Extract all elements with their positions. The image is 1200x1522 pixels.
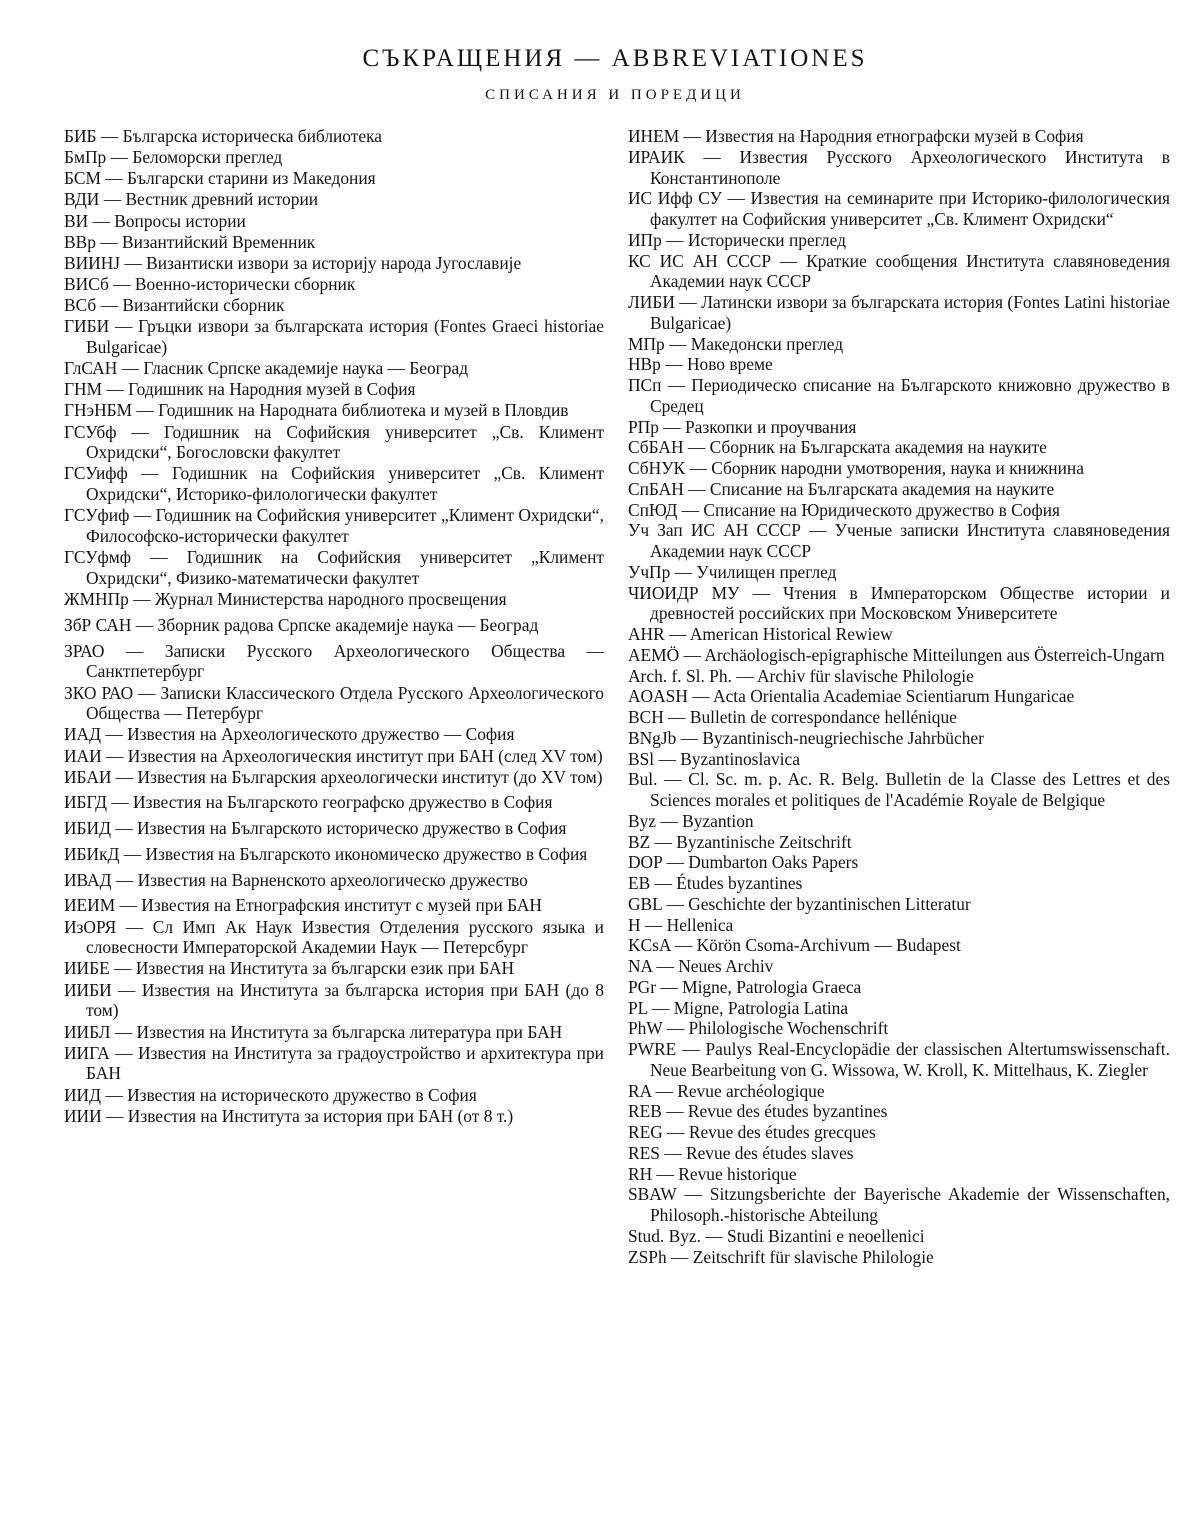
abbreviation-entry: ИИБЛ — Известия на Института за българска литература при БАН	[64, 1021, 563, 1042]
abbreviation-entry: BNgJb — Byzantinisch-neugriechische Jahrbücher	[628, 727, 984, 748]
abbreviation-entry: ВДИ — Вестник древний истории	[64, 189, 319, 210]
abbreviation-entry: GBL — Geschichte der byzantinischen Litteratur	[628, 893, 971, 914]
abbreviation-entry: ГлСАН — Гласник Српске академије наука — Београд	[64, 358, 469, 379]
abbreviation-entry: ВИИНЈ — Византиски извори за историју народа Југославије	[64, 252, 522, 273]
abbreviation-entry: ВСб — Византийски сборник	[64, 295, 285, 316]
abbreviation-entry: БмПр — Беломорски преглед	[64, 147, 283, 168]
abbreviation-entry: СпЮД — Списание на Юридическото дружество в София	[628, 499, 1061, 520]
abbreviation-entry: ИВАД — Известия на Варненското археологическо дружество	[64, 869, 528, 890]
abbreviation-entry: ВВр — Византийский Временник	[64, 231, 316, 252]
abbreviation-entry: Byz — Byzantion	[628, 810, 754, 831]
abbreviation-entry: RA — Revue archéologique	[628, 1080, 825, 1101]
abbreviation-entry: ИПр — Исторически преглед	[628, 229, 846, 250]
abbreviation-entry: Уч Зап ИС АН СССР — Ученые записки Института славяноведения Академии наук СССР	[628, 520, 1170, 561]
abbreviation-entry: БИБ — Българска историческа библиотека	[64, 126, 382, 146]
abbreviation-entry: PL — Migne, Patrologia Latina	[628, 997, 849, 1018]
abbreviation-entry: ИБГД — Известия на Българското географско дружество в София	[64, 792, 553, 813]
abbreviation-entry: ГНМ — Годишник на Народния музей в София	[64, 379, 416, 400]
abbreviation-entry: ИС Ифф СУ — Известия на семинарите при Историко-филологическия факултет на Софийския университет „Св. Климент Охридски“	[628, 188, 1170, 229]
abbreviation-entry: КС ИС АН СССР — Краткие сообщения Института славяноведения Академии наук СССР	[628, 250, 1170, 292]
abbreviation-entry: ИАД — Известия на Археологическото дружество — София	[64, 724, 515, 745]
abbreviation-entry: ГСУифф — Годишник на Софийския университет „Св. Климент Охридски“, Историко-филологически факултет	[64, 463, 604, 505]
abbreviation-entry: ИРАИК — Известия Русского Археологического Института в Константинополе	[628, 146, 1170, 188]
abbreviation-entry: AEMÖ — Archäologisch-epigraphische Mitteilungen aus Österreich-Ungarn	[628, 644, 1165, 665]
abbreviation-entry: PGr — Migne, Patrologia Graeca	[628, 976, 862, 997]
abbreviation-entry: МПр — Македонски преглед	[628, 333, 844, 354]
abbreviation-entry: SBAW — Sitzungsberichte der Bayerische Akademie der Wissenschaften, Philosoph.-historische Abteilung	[628, 1184, 1170, 1225]
abbreviation-entry: KCsA — Körön Csoma-Archivum — Budapest	[628, 935, 961, 956]
abbreviation-entry: ИНЕМ — Известия на Народния етнографски музей в София	[628, 126, 1084, 146]
abbreviation-list-left	[64, 126, 604, 1127]
abbreviation-entry: NA — Neues Archiv	[628, 956, 774, 976]
abbreviation-entry: ИИИ — Известия на Института за история при БАН (от 8 т.)	[64, 1105, 514, 1126]
abbreviation-entry: Arch. f. Sl. Ph. — Archiv für slavische Philologie	[628, 665, 974, 686]
abbreviation-entry: ЗРАО — Записки Русского Археологического Общества — Санктпетербург	[64, 640, 604, 682]
abbreviation-entry: ИБАИ — Известия на Българския археологически институт (до XV том)	[64, 766, 603, 787]
abbreviation-entry: ГИБИ — Гръцки извори за българската история (Fontes Graeci historiae Bulgaricae)	[64, 316, 604, 358]
abbreviation-entry: ГСУфмф — Годишник на Софийския университет „Климент Охридски“, Физико-математически факултет	[64, 547, 604, 588]
abbreviation-entry: RH — Revue historique	[628, 1163, 797, 1184]
page-title: СЪКРАЩЕНИЯ — ABBREVIATIONES	[362, 44, 868, 72]
abbreviation-entry: ГСУфиф — Годишник на Софийския университет „Климент Охридски“, Философско-исторически факултет	[64, 505, 604, 547]
abbreviation-list-right	[628, 126, 1170, 1267]
abbreviation-entry: H — Hellenica	[628, 914, 734, 935]
abbreviation-entry: НВр — Ново време	[628, 354, 773, 375]
abbreviation-entry: СбБАН — Сборник на Българската академия на науките	[628, 437, 1047, 458]
abbreviation-entry: ИЕИМ — Известия на Етнографския институт с музей при БАН	[64, 895, 542, 916]
abbreviation-entry: ИАИ — Известия на Археологическия институт при БАН (след XV том)	[64, 745, 603, 766]
abbreviation-entry: ИзОРЯ — Сл Имп Ак Наук Известия Отделения русского языка и словесности Императорской Академии Наук — Петерсбург	[64, 916, 604, 958]
abbreviation-entry: ВИ — Вопросы истории	[64, 210, 246, 231]
abbreviation-entry: BZ — Byzantinische Zeitschrift	[628, 831, 852, 852]
abbreviation-entry: PWRE — Paulys Real-Encyclopädie der classischen Altertumswissenschaft. Neue Bearbeitung von G. Wissowa, W. Kroll, K. Mittelhaus, K. Ziegler	[628, 1039, 1170, 1080]
abbreviation-entry: ЗбР САН — Зборник радова Српске академије наука — Београд	[64, 614, 539, 635]
abbreviation-entry: BSl — Byzantinoslavica	[628, 748, 800, 769]
abbreviation-entry: ПСп — Периодическо списание на Българското книжовно дружество в Средец	[628, 375, 1170, 416]
abbreviation-entry: ГНэНБМ — Годишник на Народната библиотека и музей в Пловдив	[64, 400, 569, 421]
abbreviation-entry: СбНУК — Сборник народни умотворения, наука и книжнина	[628, 458, 1084, 478]
abbreviation-entry: ZSPh — Zeitschrift für slavische Philologie	[628, 1246, 934, 1267]
abbreviation-entry: REG — Revue des études grecques	[628, 1122, 876, 1142]
abbreviation-entry: DOP — Dumbarton Oaks Papers	[628, 852, 859, 873]
abbreviation-entry: REB — Revue des études byzantines	[628, 1101, 888, 1122]
abbreviation-entry: Bul. — Cl. Sc. m. p. Ac. R. Belg. Bulletin de la Classe des Lettres et des Sciences morales et politiques de l'Académie Royale de Belgique	[628, 769, 1170, 810]
abbreviation-entry: Stud. Byz. — Studi Bizantini e neoellenici	[628, 1225, 925, 1246]
abbreviation-entry: RES — Revue des études slaves	[628, 1142, 854, 1163]
abbreviation-entry: AOASH — Acta Orientalia Academiae Scientiarum Hungaricae	[628, 686, 1075, 707]
abbreviation-entry: ИИБЕ — Известия на Института за български език при БАН	[64, 958, 515, 979]
abbreviation-entry: РПр — Разкопки и проучвания	[628, 416, 857, 437]
abbreviation-entry: ИИБИ — Известия на Института за българска история при БАН (до 8 том)	[64, 979, 604, 1021]
abbreviation-entry: ЛИБИ — Латински извори за българската история (Fontes Latini historiae Bulgaricae)	[628, 292, 1170, 333]
abbreviation-entry: ИБИД — Известия на Българското историческо дружество в София	[64, 818, 567, 839]
abbreviation-entry: ВИСб — Военно-исторически сборник	[64, 273, 356, 294]
abbreviation-entry: PhW — Philologische Wochenschrift	[628, 1018, 889, 1039]
abbreviation-entry: AHR — American Historical Rewiew	[628, 624, 893, 644]
abbreviation-entry: BCH — Bulletin de correspondance hellénique	[628, 707, 957, 727]
abbreviation-entry: БСМ — Български старини из Македония	[64, 168, 376, 189]
abbreviation-entry: ЖМНПр — Журнал Министерства народного просвещения	[64, 589, 507, 610]
abbreviation-entry: ГСУбф — Годишник на Софийския университет „Св. Климент Охридски“, Богословски факултет	[64, 421, 604, 463]
abbreviation-entry: УчПр — Училищен преглед	[628, 561, 837, 582]
abbreviation-entry: ЗКО РАО — Записки Классического Отдела Русского Археологического Общества — Петербург	[64, 682, 604, 724]
abbreviation-entry: ИБИкД — Известия на Българското икономическо дружество в София	[64, 843, 588, 864]
section-title: СПИСАНИЯ И ПОРЕДИЦИ	[485, 87, 745, 103]
abbreviation-entry: EB — Études byzantines	[628, 873, 803, 893]
abbreviation-entry: ИИД — Известия на историческото дружество в София	[64, 1084, 477, 1105]
abbreviation-entry: ИИГА — Известия на Института за градоустройство и архитектура при БАН	[64, 1042, 604, 1084]
abbreviation-entry: СпБАН — Списание на Българската академия на науките	[628, 478, 1055, 499]
abbreviation-entry: ЧИОИДР МУ — Чтения в Императорском Обществе истории и древностей российских при Московском Университете	[628, 582, 1170, 624]
